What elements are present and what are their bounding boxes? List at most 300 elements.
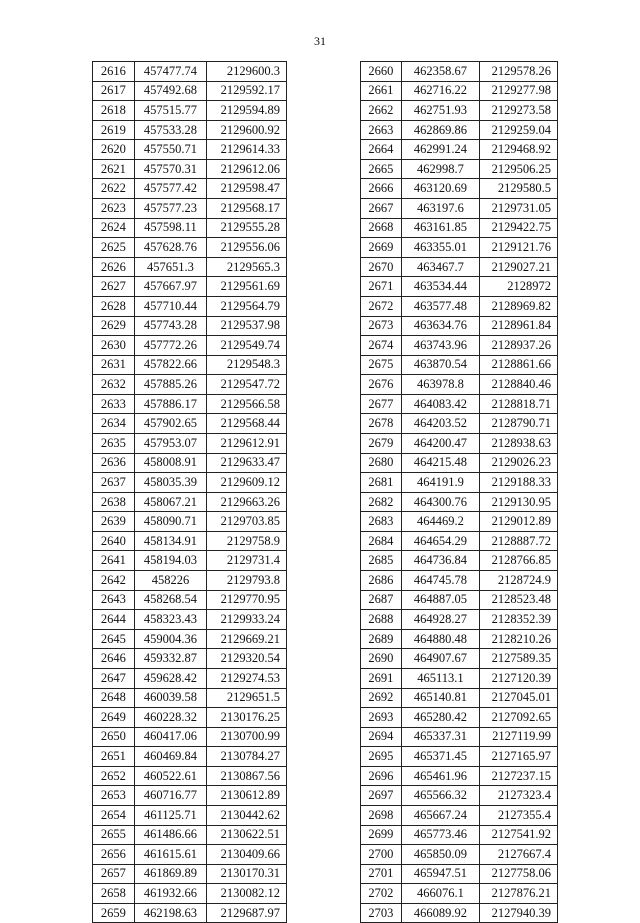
x-coordinate-cell: 465850.09 (401, 845, 480, 865)
x-coordinate-cell: 463577.48 (401, 296, 480, 316)
table-row (93, 590, 287, 610)
y-coordinate-cell: 2129568.17 (207, 199, 287, 219)
y-coordinate-cell: 2130700.99 (207, 727, 287, 747)
point-number-cell: 2654 (93, 805, 135, 825)
table-row (93, 708, 287, 728)
x-coordinate-cell: 463978.8 (401, 375, 480, 395)
y-coordinate-cell: 2127355.4 (480, 805, 558, 825)
y-coordinate-cell: 2129277.98 (480, 81, 558, 101)
table-row (93, 786, 287, 806)
point-number-cell: 2683 (361, 512, 402, 532)
y-coordinate-cell: 2128961.84 (480, 316, 558, 336)
x-coordinate-cell: 463870.54 (401, 355, 480, 375)
table-row (93, 845, 287, 865)
x-coordinate-cell: 458008.91 (134, 453, 207, 473)
y-coordinate-cell: 2129026.23 (480, 453, 558, 473)
x-coordinate-cell: 461932.66 (134, 884, 207, 904)
table-row (361, 629, 558, 649)
x-coordinate-cell: 461615.61 (134, 845, 207, 865)
y-coordinate-cell: 2129320.54 (207, 649, 287, 669)
point-number-cell: 2627 (93, 277, 135, 297)
point-number-cell: 2670 (361, 257, 402, 277)
point-number-cell: 2678 (361, 414, 402, 434)
x-coordinate-cell: 465337.31 (401, 727, 480, 747)
point-number-cell: 2630 (93, 336, 135, 356)
x-coordinate-cell: 457772.26 (134, 336, 207, 356)
point-number-cell: 2658 (93, 884, 135, 904)
x-coordinate-cell: 457886.17 (134, 394, 207, 414)
x-coordinate-cell: 458268.54 (134, 590, 207, 610)
x-coordinate-cell: 465773.46 (401, 825, 480, 845)
x-coordinate-cell: 460469.84 (134, 747, 207, 767)
y-coordinate-cell: 2129770.95 (207, 590, 287, 610)
point-number-cell: 2636 (93, 453, 135, 473)
x-coordinate-cell: 458323.43 (134, 610, 207, 630)
point-number-cell: 2684 (361, 531, 402, 551)
y-coordinate-cell: 2129612.91 (207, 433, 287, 453)
point-number-cell: 2632 (93, 375, 135, 395)
point-number-cell: 2673 (361, 316, 402, 336)
point-number-cell: 2702 (361, 884, 402, 904)
x-coordinate-cell: 466089.92 (401, 903, 480, 923)
point-number-cell: 2685 (361, 551, 402, 571)
y-coordinate-cell: 2129564.79 (207, 296, 287, 316)
x-coordinate-cell: 465113.1 (401, 668, 480, 688)
y-coordinate-cell: 2129669.21 (207, 629, 287, 649)
y-coordinate-cell: 2129687.97 (207, 903, 287, 923)
table-row (361, 375, 558, 395)
table-row (361, 296, 558, 316)
y-coordinate-cell: 2129121.76 (480, 238, 558, 258)
y-coordinate-cell: 2129594.89 (207, 101, 287, 121)
point-number-cell: 2660 (361, 62, 402, 82)
x-coordinate-cell: 464300.76 (401, 492, 480, 512)
x-coordinate-cell: 457667.97 (134, 277, 207, 297)
x-coordinate-cell: 465371.45 (401, 747, 480, 767)
point-number-cell: 2662 (361, 101, 402, 121)
x-coordinate-cell: 457902.65 (134, 414, 207, 434)
table-row (361, 610, 558, 630)
x-coordinate-cell: 457570.31 (134, 159, 207, 179)
table-row (361, 316, 558, 336)
point-number-cell: 2651 (93, 747, 135, 767)
table-row (361, 414, 558, 434)
y-coordinate-cell: 2129651.5 (207, 688, 287, 708)
table-row (93, 62, 287, 82)
table-row (361, 433, 558, 453)
point-number-cell: 2647 (93, 668, 135, 688)
y-coordinate-cell: 2128818.71 (480, 394, 558, 414)
y-coordinate-cell: 2128972 (480, 277, 558, 297)
x-coordinate-cell: 464191.9 (401, 473, 480, 493)
table-row (361, 766, 558, 786)
y-coordinate-cell: 2129422.75 (480, 218, 558, 238)
table-row (361, 120, 558, 140)
table-row (93, 433, 287, 453)
table-row (93, 179, 287, 199)
table-row (361, 277, 558, 297)
x-coordinate-cell: 465140.81 (401, 688, 480, 708)
table-row (361, 159, 558, 179)
x-coordinate-cell: 457651.3 (134, 257, 207, 277)
x-coordinate-cell: 463355.01 (401, 238, 480, 258)
point-number-cell: 2625 (93, 238, 135, 258)
y-coordinate-cell: 2129259.04 (480, 120, 558, 140)
table-row (93, 199, 287, 219)
x-coordinate-cell: 466076.1 (401, 884, 480, 904)
x-coordinate-cell: 460417.06 (134, 727, 207, 747)
x-coordinate-cell: 457477.74 (134, 62, 207, 82)
point-number-cell: 2693 (361, 708, 402, 728)
point-number-cell: 2701 (361, 864, 402, 884)
table-row (361, 649, 558, 669)
y-coordinate-cell: 2129731.4 (207, 551, 287, 571)
table-row (93, 903, 287, 923)
table-row (361, 668, 558, 688)
table-row (93, 473, 287, 493)
y-coordinate-cell: 2129731.05 (480, 199, 558, 219)
x-coordinate-cell: 465280.42 (401, 708, 480, 728)
x-coordinate-cell: 458194.03 (134, 551, 207, 571)
y-coordinate-cell: 2130612.89 (207, 786, 287, 806)
x-coordinate-cell: 464083.42 (401, 394, 480, 414)
point-number-cell: 2661 (361, 81, 402, 101)
point-number-cell: 2639 (93, 512, 135, 532)
point-number-cell: 2618 (93, 101, 135, 121)
point-number-cell: 2645 (93, 629, 135, 649)
table-row (93, 81, 287, 101)
point-number-cell: 2698 (361, 805, 402, 825)
x-coordinate-cell: 464469.2 (401, 512, 480, 532)
y-coordinate-cell: 2129793.8 (207, 571, 287, 591)
table-row (93, 296, 287, 316)
point-number-cell: 2622 (93, 179, 135, 199)
y-coordinate-cell: 2127876.21 (480, 884, 558, 904)
table-row (361, 218, 558, 238)
point-number-cell: 2687 (361, 590, 402, 610)
x-coordinate-cell: 457628.76 (134, 238, 207, 258)
table-row (93, 766, 287, 786)
table-row (93, 394, 287, 414)
table-row (93, 336, 287, 356)
x-coordinate-cell: 463467.7 (401, 257, 480, 277)
point-number-cell: 2663 (361, 120, 402, 140)
table-row (93, 610, 287, 630)
x-coordinate-cell: 459332.87 (134, 649, 207, 669)
y-coordinate-cell: 2129609.12 (207, 473, 287, 493)
point-number-cell: 2666 (361, 179, 402, 199)
y-coordinate-cell: 2130442.62 (207, 805, 287, 825)
point-number-cell: 2688 (361, 610, 402, 630)
point-number-cell: 2652 (93, 766, 135, 786)
table-row (361, 747, 558, 767)
table-row (361, 394, 558, 414)
x-coordinate-cell: 462998.7 (401, 159, 480, 179)
point-number-cell: 2648 (93, 688, 135, 708)
point-number-cell: 2626 (93, 257, 135, 277)
y-coordinate-cell: 2128352.39 (480, 610, 558, 630)
point-number-cell: 2695 (361, 747, 402, 767)
x-coordinate-cell: 465667.24 (401, 805, 480, 825)
y-coordinate-cell: 2129633.47 (207, 453, 287, 473)
table-row (93, 825, 287, 845)
x-coordinate-cell: 459628.42 (134, 668, 207, 688)
x-coordinate-cell: 464215.48 (401, 453, 480, 473)
y-coordinate-cell: 2127589.35 (480, 649, 558, 669)
x-coordinate-cell: 457710.44 (134, 296, 207, 316)
point-number-cell: 2641 (93, 551, 135, 571)
table-row (361, 864, 558, 884)
x-coordinate-cell: 462751.93 (401, 101, 480, 121)
y-coordinate-cell: 2129592.17 (207, 81, 287, 101)
point-number-cell: 2653 (93, 786, 135, 806)
table-row (93, 805, 287, 825)
x-coordinate-cell: 461869.89 (134, 864, 207, 884)
table-row (361, 199, 558, 219)
y-coordinate-cell: 2129561.69 (207, 277, 287, 297)
x-coordinate-cell: 464203.52 (401, 414, 480, 434)
y-coordinate-cell: 2129468.92 (480, 140, 558, 160)
y-coordinate-cell: 2127119.99 (480, 727, 558, 747)
point-number-cell: 2657 (93, 864, 135, 884)
point-number-cell: 2682 (361, 492, 402, 512)
table-row (93, 101, 287, 121)
x-coordinate-cell: 460716.77 (134, 786, 207, 806)
y-coordinate-cell: 2129274.53 (207, 668, 287, 688)
table-row (361, 903, 558, 923)
table-row (93, 629, 287, 649)
y-coordinate-cell: 2127940.39 (480, 903, 558, 923)
table-row (361, 786, 558, 806)
x-coordinate-cell: 460522.61 (134, 766, 207, 786)
y-coordinate-cell: 2127092.65 (480, 708, 558, 728)
x-coordinate-cell: 465566.32 (401, 786, 480, 806)
y-coordinate-cell: 2127165.97 (480, 747, 558, 767)
table-row (361, 531, 558, 551)
point-number-cell: 2633 (93, 394, 135, 414)
y-coordinate-cell: 2127045.01 (480, 688, 558, 708)
y-coordinate-cell: 2129273.58 (480, 101, 558, 121)
x-coordinate-cell: 460039.58 (134, 688, 207, 708)
y-coordinate-cell: 2127667.4 (480, 845, 558, 865)
point-number-cell: 2667 (361, 199, 402, 219)
point-number-cell: 2697 (361, 786, 402, 806)
y-coordinate-cell: 2129548.3 (207, 355, 287, 375)
x-coordinate-cell: 457515.77 (134, 101, 207, 121)
point-number-cell: 2621 (93, 159, 135, 179)
table-row (361, 571, 558, 591)
table-body-left (93, 62, 287, 923)
table-row (93, 355, 287, 375)
x-coordinate-cell: 458035.39 (134, 473, 207, 493)
y-coordinate-cell: 2129614.33 (207, 140, 287, 160)
y-coordinate-cell: 2130409.66 (207, 845, 287, 865)
x-coordinate-cell: 458067.21 (134, 492, 207, 512)
x-coordinate-cell: 461486.66 (134, 825, 207, 845)
x-coordinate-cell: 463534.44 (401, 277, 480, 297)
x-coordinate-cell: 457598.11 (134, 218, 207, 238)
x-coordinate-cell: 464887.05 (401, 590, 480, 610)
point-number-cell: 2623 (93, 199, 135, 219)
y-coordinate-cell: 2130622.51 (207, 825, 287, 845)
table-body-right (361, 62, 558, 923)
table-row (93, 277, 287, 297)
table-row (361, 257, 558, 277)
y-coordinate-cell: 2129547.72 (207, 375, 287, 395)
y-coordinate-cell: 2128938.63 (480, 433, 558, 453)
table-row (93, 531, 287, 551)
table-row (93, 453, 287, 473)
y-coordinate-cell: 2130176.25 (207, 708, 287, 728)
x-coordinate-cell: 457953.07 (134, 433, 207, 453)
table-row (93, 120, 287, 140)
x-coordinate-cell: 464200.47 (401, 433, 480, 453)
table-row (361, 825, 558, 845)
point-number-cell: 2694 (361, 727, 402, 747)
y-coordinate-cell: 2129506.25 (480, 159, 558, 179)
y-coordinate-cell: 2129703.85 (207, 512, 287, 532)
y-coordinate-cell: 2128937.26 (480, 336, 558, 356)
y-coordinate-cell: 2128790.71 (480, 414, 558, 434)
coordinate-table-left (92, 61, 287, 923)
point-number-cell: 2642 (93, 571, 135, 591)
table-row (361, 805, 558, 825)
x-coordinate-cell: 457577.23 (134, 199, 207, 219)
table-row (361, 727, 558, 747)
x-coordinate-cell: 458226 (134, 571, 207, 591)
point-number-cell: 2619 (93, 120, 135, 140)
x-coordinate-cell: 463120.69 (401, 179, 480, 199)
table-row (361, 492, 558, 512)
point-number-cell: 2634 (93, 414, 135, 434)
x-coordinate-cell: 457533.28 (134, 120, 207, 140)
y-coordinate-cell: 2129565.3 (207, 257, 287, 277)
y-coordinate-cell: 2127120.39 (480, 668, 558, 688)
point-number-cell: 2677 (361, 394, 402, 414)
table-row (361, 512, 558, 532)
table-row (93, 316, 287, 336)
table-row (93, 747, 287, 767)
table-row (93, 257, 287, 277)
y-coordinate-cell: 2129130.95 (480, 492, 558, 512)
y-coordinate-cell: 2128766.85 (480, 551, 558, 571)
y-coordinate-cell: 2129555.28 (207, 218, 287, 238)
point-number-cell: 2624 (93, 218, 135, 238)
y-coordinate-cell: 2127541.92 (480, 825, 558, 845)
y-coordinate-cell: 2129612.06 (207, 159, 287, 179)
y-coordinate-cell: 2130170.31 (207, 864, 287, 884)
table-row (361, 590, 558, 610)
point-number-cell: 2699 (361, 825, 402, 845)
x-coordinate-cell: 462991.24 (401, 140, 480, 160)
point-number-cell: 2644 (93, 610, 135, 630)
y-coordinate-cell: 2128210.26 (480, 629, 558, 649)
point-number-cell: 2696 (361, 766, 402, 786)
table-row (93, 551, 287, 571)
y-coordinate-cell: 2130082.12 (207, 884, 287, 904)
point-number-cell: 2638 (93, 492, 135, 512)
point-number-cell: 2703 (361, 903, 402, 923)
point-number-cell: 2659 (93, 903, 135, 923)
y-coordinate-cell: 2129566.58 (207, 394, 287, 414)
point-number-cell: 2656 (93, 845, 135, 865)
x-coordinate-cell: 465947.51 (401, 864, 480, 884)
y-coordinate-cell: 2129758.9 (207, 531, 287, 551)
table-row (93, 727, 287, 747)
table-row (93, 375, 287, 395)
table-row (361, 101, 558, 121)
y-coordinate-cell: 2129933.24 (207, 610, 287, 630)
x-coordinate-cell: 459004.36 (134, 629, 207, 649)
table-row (93, 218, 287, 238)
y-coordinate-cell: 2129568.44 (207, 414, 287, 434)
x-coordinate-cell: 457577.42 (134, 179, 207, 199)
x-coordinate-cell: 458090.71 (134, 512, 207, 532)
point-number-cell: 2629 (93, 316, 135, 336)
x-coordinate-cell: 463743.96 (401, 336, 480, 356)
x-coordinate-cell: 462869.86 (401, 120, 480, 140)
table-row (93, 688, 287, 708)
table-row (361, 708, 558, 728)
y-coordinate-cell: 2129598.47 (207, 179, 287, 199)
y-coordinate-cell: 2128840.46 (480, 375, 558, 395)
point-number-cell: 2700 (361, 845, 402, 865)
x-coordinate-cell: 461125.71 (134, 805, 207, 825)
point-number-cell: 2691 (361, 668, 402, 688)
table-row (361, 140, 558, 160)
x-coordinate-cell: 464928.27 (401, 610, 480, 630)
x-coordinate-cell: 460228.32 (134, 708, 207, 728)
y-coordinate-cell: 2129537.98 (207, 316, 287, 336)
x-coordinate-cell: 457492.68 (134, 81, 207, 101)
table-row (93, 668, 287, 688)
table-row (361, 845, 558, 865)
point-number-cell: 2675 (361, 355, 402, 375)
point-number-cell: 2680 (361, 453, 402, 473)
point-number-cell: 2664 (361, 140, 402, 160)
point-number-cell: 2640 (93, 531, 135, 551)
y-coordinate-cell: 2129188.33 (480, 473, 558, 493)
y-coordinate-cell: 2128523.48 (480, 590, 558, 610)
point-number-cell: 2655 (93, 825, 135, 845)
table-row (361, 179, 558, 199)
y-coordinate-cell: 2129663.26 (207, 492, 287, 512)
point-number-cell: 2635 (93, 433, 135, 453)
y-coordinate-cell: 2128887.72 (480, 531, 558, 551)
table-row (93, 649, 287, 669)
x-coordinate-cell: 462358.67 (401, 62, 480, 82)
table-row (93, 238, 287, 258)
table-row (361, 453, 558, 473)
point-number-cell: 2650 (93, 727, 135, 747)
point-number-cell: 2672 (361, 296, 402, 316)
table-row (361, 884, 558, 904)
y-coordinate-cell: 2128861.66 (480, 355, 558, 375)
point-number-cell: 2616 (93, 62, 135, 82)
table-row (93, 864, 287, 884)
x-coordinate-cell: 464745.78 (401, 571, 480, 591)
x-coordinate-cell: 464736.84 (401, 551, 480, 571)
table-row (361, 688, 558, 708)
point-number-cell: 2646 (93, 649, 135, 669)
x-coordinate-cell: 464907.67 (401, 649, 480, 669)
point-number-cell: 2690 (361, 649, 402, 669)
point-number-cell: 2628 (93, 296, 135, 316)
point-number-cell: 2676 (361, 375, 402, 395)
x-coordinate-cell: 462716.22 (401, 81, 480, 101)
table-row (93, 159, 287, 179)
table-row (361, 355, 558, 375)
